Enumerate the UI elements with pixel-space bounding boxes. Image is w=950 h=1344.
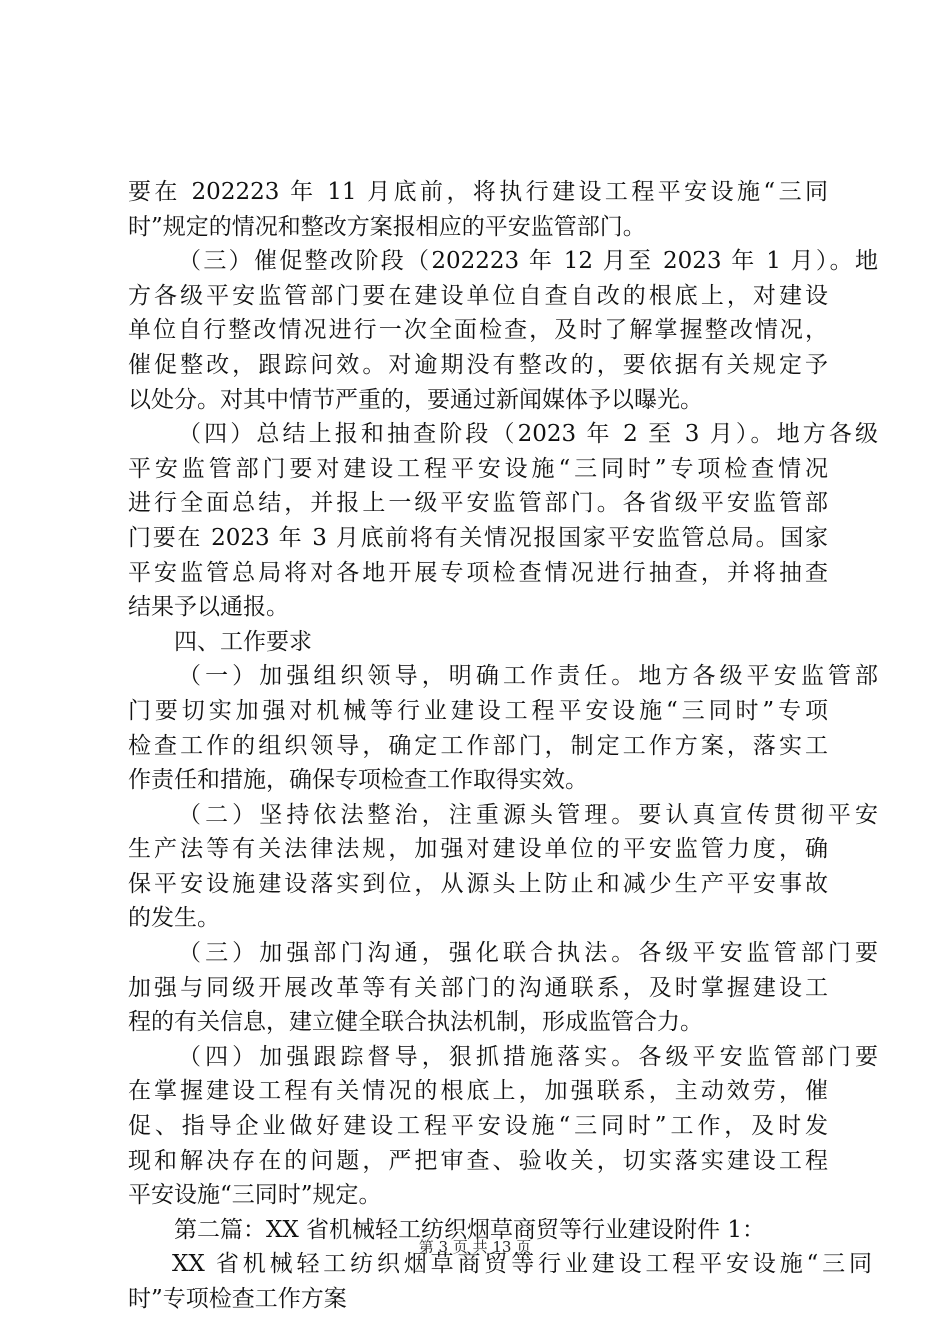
- text-line: 时”专项检查工作方案: [128, 1286, 347, 1312]
- text-line: 门要切实加强对机械等行业建设工程平安设施“三同时”专项: [128, 697, 828, 724]
- text-line: 作责任和措施，确保专项检查工作取得实效。: [128, 767, 588, 794]
- text-line: 保平安设施建设落实到位，从源头上防止和减少生产平安事故: [128, 870, 828, 897]
- text-line: （四）加强跟踪督导，狠抓措施落实。各级平安监管部门要: [178, 1043, 878, 1070]
- text-line: 单位自行整改情况进行一次全面检查，及时了解掌握整改情况，: [128, 317, 828, 344]
- text-line: （三）催促整改阶段（202223 年 12 月至 2023 年 1 月）。地: [178, 248, 878, 275]
- text-line: 程的有关信息，建立健全联合执法机制，形成监管合力。: [128, 1009, 703, 1036]
- text-line: 在掌握建设工程有关情况的根底上，加强联系，主动效劳，催: [128, 1078, 828, 1105]
- text-line: 方各级平安监管部门要在建设单位自查自改的根底上，对建设: [128, 282, 828, 309]
- text-line: 促、指导企业做好建设工程平安设施“三同时”工作，及时发: [128, 1113, 828, 1140]
- text-line: （一）加强组织领导，明确工作责任。地方各级平安监管部: [178, 663, 878, 690]
- page-number: 第 3 页 共 13 页: [418, 1238, 532, 1256]
- text-line: （三）加强部门沟通，强化联合执法。各级平安监管部门要: [178, 940, 878, 967]
- section-heading: 第二篇：XX 省机械轻工纺织烟草商贸等行业建设附件 1：: [174, 1216, 766, 1243]
- text-line: （四）总结上报和抽查阶段（2023 年 2 至 3 月）。地方各级: [178, 421, 878, 448]
- text-line: 结果予以通报。: [128, 594, 289, 621]
- text-line: 时”规定的情况和整改方案报相应的平安监管部门。: [128, 213, 646, 240]
- text-line: 现和解决存在的问题，严把审查、验收关，切实落实建设工程: [128, 1147, 828, 1174]
- text-line: 平安监管总局将对各地开展专项检查情况进行抽查，并将抽查: [128, 559, 828, 586]
- text-line: 检查工作的组织领导，确定工作部门，制定工作方案，落实工: [128, 732, 828, 759]
- text-line: 平安设施“三同时”规定。: [128, 1182, 382, 1209]
- text-line: （二）坚持依法整治，注重源头管理。要认真宣传贯彻平安: [178, 801, 878, 828]
- text-line: 门要在 2023 年 3 月底前将有关情况报国家平安监管总局。国家: [128, 524, 828, 551]
- text-line: 以处分。对其中情节严重的，要通过新闻媒体予以曝光。: [128, 386, 703, 413]
- text-line: XX 省机械轻工纺织烟草商贸等行业建设工程平安设施“三同: [172, 1251, 872, 1278]
- text-line: 的发生。: [128, 905, 220, 932]
- text-line: 要在 202223 年 11 月底前，将执行建设工程平安设施“三同: [128, 179, 828, 205]
- text-line: 催促整改，跟踪问效。对逾期没有整改的，要依据有关规定予: [128, 351, 828, 378]
- text-line: 平安监管部门要对建设工程平安设施“三同时”专项检查情况: [128, 455, 828, 482]
- section-heading: 四、工作要求: [174, 628, 312, 655]
- document-body: [128, 175, 878, 1317]
- text-line: 进行全面总结，并报上一级平安监管部门。各省级平安监管部: [128, 490, 828, 517]
- text-line: 加强与同级开展改革等有关部门的沟通联系，及时掌握建设工: [128, 974, 828, 1001]
- text-line: 生产法等有关法律法规，加强对建设单位的平安监管力度，确: [128, 836, 828, 863]
